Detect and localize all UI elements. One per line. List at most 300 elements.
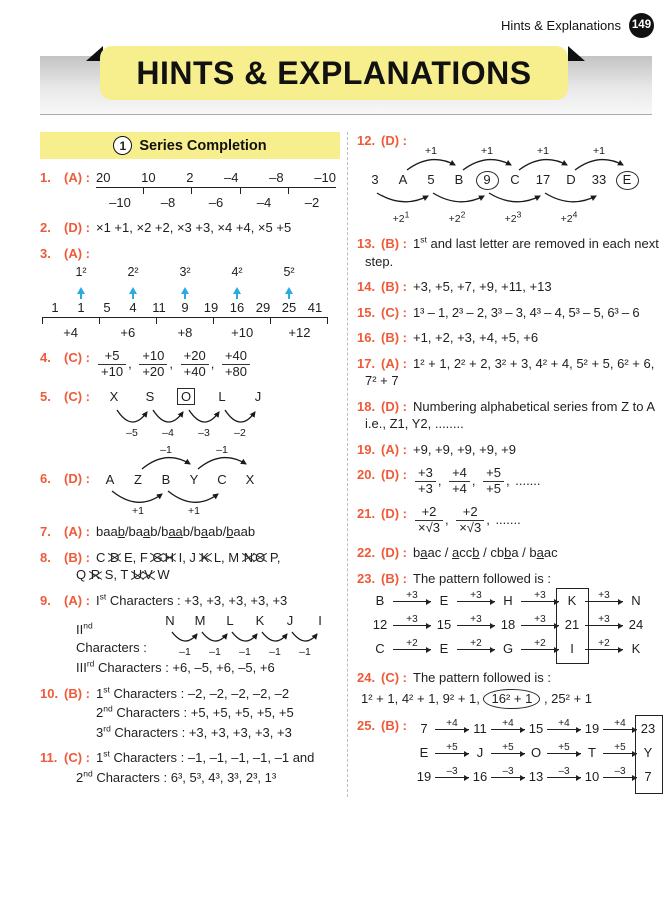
cell-value: –2 — [304, 194, 320, 210]
series-rule — [42, 317, 328, 324]
page-header — [40, 10, 654, 40]
text-segment: Characters : –2, –2, –2, –2, –2 — [109, 685, 290, 701]
item-answer: (D) : — [381, 398, 407, 414]
cell-value: –4 — [224, 170, 239, 185]
sequence-value: 19 — [584, 721, 600, 737]
cell-value: 19 — [203, 299, 219, 315]
crossed-letter: V — [144, 567, 153, 583]
item-answer: (C) : — [64, 750, 90, 766]
arc-label — [448, 209, 466, 226]
cell — [361, 171, 389, 189]
arrow-label: +2 — [534, 638, 546, 650]
cell — [240, 194, 288, 212]
sequence-value: C — [375, 641, 385, 657]
sequence-value: E — [419, 745, 429, 761]
up-arrow-icon — [285, 287, 293, 299]
cell — [585, 171, 613, 189]
item-text: Numbering alphabetical series from Z to A i.e., Z1, Y2, ........ — [365, 398, 655, 432]
answer-box — [556, 588, 589, 664]
text-segment: Characters : — [76, 639, 147, 655]
arrow-shaft — [547, 729, 581, 730]
sequence-value: 24 — [628, 617, 644, 633]
circled-value: E — [616, 171, 639, 190]
cell — [417, 171, 445, 189]
arrow-shaft — [603, 777, 637, 778]
cell — [96, 194, 144, 212]
text-segment: ab/ — [208, 524, 227, 540]
text-segment: S, T — [101, 567, 132, 583]
labeled-arrow-icon — [585, 637, 623, 661]
section-header — [40, 132, 340, 159]
text-segment: /ba — [124, 524, 144, 540]
banner-title: HINTS & EXPLANATIONS — [136, 54, 532, 91]
cell-value: 41 — [307, 299, 323, 315]
item-text: ×1 +1, ×2 +2, ×3 +3, ×4 +4, ×5 +5 — [96, 220, 292, 236]
arrow-shaft — [435, 753, 469, 754]
sequence-value: T — [588, 745, 596, 761]
cell-value: 3² — [179, 264, 191, 279]
fraction: $\frac{+2}{\times√3}$ — [456, 505, 484, 536]
fractions-line: $\frac{+2}{\times√3}$ , $\frac{+2}{\times√3}$ , ....... — [413, 505, 659, 536]
text-segment: 1 — [96, 750, 104, 766]
cell — [269, 169, 283, 187]
two-column-layout — [40, 132, 659, 797]
text-segment: Characters : +5, +5, +5, +5, +5 — [112, 705, 294, 721]
arrow-shaft — [521, 625, 559, 626]
item-answer: (A) : — [64, 245, 90, 261]
cell-value: Z — [134, 472, 142, 488]
cell-value: –6 — [208, 194, 224, 210]
crossed-letter: O — [255, 549, 266, 565]
text-segment: and last letter are removed in each next step. — [365, 236, 659, 269]
sequence-value: 23 — [640, 721, 656, 737]
arrow-shaft — [491, 729, 525, 730]
arrow-label: +3 — [534, 590, 546, 602]
up-arrow-icon — [129, 287, 137, 299]
cell — [185, 612, 215, 630]
arrow-label: –3 — [446, 766, 458, 778]
item-14 — [357, 278, 659, 296]
cell-value: 10 — [141, 170, 156, 185]
item-24 — [357, 669, 659, 709]
text-segment: aab — [233, 524, 256, 540]
labeled-arrow-icon — [603, 741, 637, 765]
text-segment: Q — [76, 567, 90, 583]
text-segment: st — [99, 591, 107, 602]
labeled-arrow-icon — [491, 741, 525, 765]
item-22 — [357, 544, 659, 562]
squares-diagram — [42, 263, 328, 342]
text-segment: st — [103, 684, 110, 695]
labeled-arrow-icon — [393, 613, 431, 637]
cell — [168, 388, 204, 406]
up-arrow-icon — [181, 287, 189, 299]
crossed-letters-line — [76, 566, 340, 584]
arrow-label: +2 — [598, 638, 610, 650]
item-answer: (A) : — [381, 441, 407, 457]
cell-value: A — [398, 172, 408, 187]
item-answer: (C) : — [381, 304, 407, 320]
svg-text:+1: +1 — [188, 505, 200, 518]
arrow-label: +5 — [502, 742, 514, 754]
labeled-arrow-icon — [521, 589, 559, 613]
spacer — [96, 245, 340, 261]
underlined-letter: a — [536, 545, 544, 561]
pattern-row — [413, 741, 659, 765]
number-line-rule — [96, 187, 336, 194]
item-answer: (B) : — [381, 718, 407, 734]
letter-series — [96, 523, 340, 541]
cell-value: 3 — [371, 172, 379, 187]
svg-text:–3: –3 — [198, 427, 210, 440]
fractions-line: $\frac{+3}{+3}$ , $\frac{+4}{+4}$ , $\frac{+5}{+5}$ , ....... — [413, 466, 659, 497]
item-answer: (B) : — [381, 236, 407, 251]
cell — [473, 171, 501, 190]
up-arrow-icon — [77, 287, 85, 299]
text-segment: C — [96, 549, 109, 565]
item-20 — [357, 466, 659, 497]
labeled-arrow-icon — [491, 765, 525, 789]
banner — [40, 46, 654, 122]
cell — [445, 171, 473, 189]
number-line-values — [96, 169, 336, 187]
item-10 — [40, 685, 340, 742]
cell — [120, 299, 146, 317]
sequence-value: 12 — [372, 617, 388, 633]
sequence-value: O — [530, 745, 542, 761]
text-segment: b/b — [182, 524, 201, 540]
labeled-arrow-icon — [521, 637, 559, 661]
arrow-shaft — [457, 601, 495, 602]
text-segment: +2 — [448, 213, 461, 225]
alternating-series-diagram — [361, 147, 659, 227]
labeled-arrow-icon — [457, 613, 495, 637]
crossed-letters-line — [96, 549, 340, 567]
cell-value: 9 — [181, 299, 189, 315]
cell-value: 16 — [229, 299, 245, 315]
text-segment: 1 — [96, 685, 104, 701]
arrow-label: +2 — [406, 638, 418, 650]
sequence-value: 15 — [436, 617, 452, 633]
item-answer: (C) : — [381, 670, 407, 686]
right-column — [347, 132, 659, 797]
characters-label — [76, 611, 149, 657]
item-number: 8. — [40, 549, 51, 565]
sequence-value: G — [502, 641, 514, 657]
text-segment: 4 — [572, 209, 578, 220]
bottom-arcs — [155, 629, 340, 657]
text-segment: 3 — [516, 209, 522, 220]
text-segment: cc — [459, 545, 473, 561]
underlined-letter: b — [117, 524, 125, 540]
sequence-value: B — [375, 593, 385, 609]
labeled-arrow-icon — [457, 589, 495, 613]
text-segment: Characters : +3, +3, +3, +3, +3 — [106, 592, 288, 608]
cell-value: 1² — [75, 264, 87, 279]
cell-value: 2² — [127, 264, 139, 279]
item-2 — [40, 219, 340, 237]
item-17 — [357, 355, 659, 390]
labeled-arrow-icon — [393, 589, 431, 613]
sequence-value: J — [476, 745, 484, 761]
cell-value: D — [566, 172, 576, 187]
series-differences — [42, 324, 328, 342]
arrow-shaft — [491, 753, 525, 754]
item-text: +9, +9, +9, +9, +9 — [413, 441, 517, 457]
pattern-line — [361, 689, 659, 710]
cell-value: M — [194, 613, 206, 629]
text-segment: E, F — [120, 549, 152, 565]
item-number: 17. — [357, 355, 376, 371]
svg-text:+1: +1 — [593, 145, 605, 157]
cell — [198, 299, 224, 317]
cell — [214, 324, 271, 342]
cell-value: C — [217, 472, 227, 488]
arc-arrows — [96, 405, 281, 440]
item-answer: (B) : — [381, 330, 407, 346]
cell-value: 4² — [231, 264, 243, 279]
arrow-label: –3 — [502, 766, 514, 778]
characters-line-3 — [76, 659, 340, 677]
cell — [215, 612, 245, 630]
cell-value: Y — [189, 472, 199, 488]
characters-line — [96, 704, 340, 722]
crossed-letter: N — [243, 549, 254, 565]
fraction: $\frac{+2}{\times√3}$ — [415, 505, 443, 536]
arrow-label: +4 — [558, 718, 570, 730]
pattern-row — [413, 765, 659, 789]
cell-value: N — [165, 613, 175, 629]
boxed-value: O — [177, 388, 195, 405]
cell — [240, 388, 276, 406]
circled-value: 9 — [476, 171, 499, 190]
svg-text:–1: –1 — [160, 444, 172, 457]
text-segment: nd — [83, 768, 93, 779]
sequence-row — [361, 171, 659, 191]
text-segment: b — [413, 545, 421, 561]
fraction: $\frac{+4}{+4}$ — [449, 466, 470, 497]
sequence-value: H — [503, 593, 513, 609]
text-segment: P, — [266, 549, 281, 565]
item-number: 25. — [357, 718, 376, 734]
item-answer: (B) : — [64, 685, 90, 701]
cell-value: –8 — [269, 170, 284, 185]
item-text: +3, +5, +7, +9, +11, +13 — [413, 279, 552, 295]
text-segment: a / b — [511, 545, 537, 561]
fraction: $\frac{+40}{+80}$ — [222, 349, 250, 380]
arc-label — [504, 209, 522, 226]
arrow-shaft — [393, 625, 431, 626]
underlined-letter: b — [472, 545, 480, 561]
crossed-letter: R — [90, 567, 101, 583]
characters-line — [96, 685, 340, 703]
text-segment: 1² + 1, 4² + 1, 9² + 1, — [361, 690, 484, 706]
text-segment: / cb — [479, 545, 505, 561]
cell — [172, 299, 198, 317]
cell — [172, 264, 198, 281]
underlined-letter: a — [452, 545, 460, 561]
fraction: $\frac{+5}{+5}$ — [483, 466, 504, 497]
item-16 — [357, 329, 659, 347]
cell — [275, 612, 305, 630]
item-text — [365, 235, 659, 270]
sequence-value: 7 — [420, 721, 428, 737]
arrow-label: –3 — [558, 766, 570, 778]
svg-text:+1: +1 — [425, 145, 437, 157]
cell-value: X — [245, 472, 255, 488]
item-15 — [357, 304, 659, 322]
svg-text:–2: –2 — [234, 427, 246, 440]
crossed-letter: D — [110, 549, 120, 565]
labeled-arrow-icon — [435, 765, 469, 789]
sequence-value: 21 — [564, 617, 580, 633]
cell-value: 20 — [96, 170, 111, 185]
cell — [96, 169, 110, 187]
sequence-value: E — [439, 641, 449, 657]
item-answer: (D) : — [64, 471, 90, 487]
item-3 — [40, 245, 340, 342]
characters-line — [76, 769, 340, 787]
item-answer: (C) : — [64, 350, 90, 366]
text-segment: I — [96, 592, 100, 608]
labeled-arrow-icon — [547, 741, 581, 765]
cell — [314, 169, 336, 187]
item-number: 24. — [357, 670, 376, 686]
fraction: $\frac{+5}{+10}$ — [98, 349, 126, 380]
item-number: 23. — [357, 570, 376, 586]
cell-value: L — [226, 613, 234, 629]
arrow-label: +3 — [598, 614, 610, 626]
number-line-differences — [96, 194, 336, 212]
item-number: 12. — [357, 133, 376, 148]
text-segment: L, M — [210, 549, 243, 565]
text-segment: 2 — [96, 705, 104, 721]
cell-value: 33 — [591, 172, 607, 187]
labeled-arrow-icon — [603, 765, 637, 789]
letters-row — [96, 388, 340, 405]
sequence-value: K — [631, 641, 641, 657]
cell — [276, 299, 302, 317]
arrow-shaft — [547, 753, 581, 754]
text-segment: 2 — [76, 769, 84, 785]
underlined-letter: a — [420, 545, 428, 561]
item-answer: (B) : — [64, 549, 90, 565]
sequence-value: I — [570, 641, 574, 657]
item-number: 2. — [40, 220, 51, 236]
arrow-label: +5 — [558, 742, 570, 754]
svg-text:+1: +1 — [481, 145, 493, 157]
page-number-badge: 149 — [629, 13, 654, 38]
labeled-arrow-icon — [393, 637, 431, 661]
cell-value: 17 — [535, 172, 551, 187]
cell — [186, 169, 193, 187]
bottom-arcs — [96, 488, 266, 518]
cell-value: 2 — [186, 170, 194, 185]
cell — [276, 264, 302, 281]
underlined-letter: b — [504, 545, 512, 561]
item-answer: (A) : — [64, 524, 90, 540]
cell — [192, 194, 240, 212]
item-text: +1, +2, +3, +4, +5, +6 — [413, 330, 539, 346]
item-answer: (A) : — [64, 592, 90, 608]
cell-value: 5² — [283, 264, 295, 279]
pattern-row — [413, 717, 659, 741]
cell — [132, 388, 168, 406]
cell-value: 1 — [51, 299, 59, 315]
cell — [68, 264, 94, 281]
item-19 — [357, 441, 659, 459]
labeled-arrow-icon — [435, 741, 469, 765]
arrow-label: +3 — [470, 614, 482, 626]
text-segment: 1 — [404, 209, 410, 220]
item-number: 16. — [357, 330, 376, 346]
cell — [124, 471, 152, 489]
cell-value: –10 — [314, 170, 336, 185]
text-segment: ac — [543, 545, 558, 561]
sequence-value: 7 — [644, 769, 652, 785]
arrow-label: +3 — [534, 614, 546, 626]
item-8 — [40, 549, 340, 584]
item-answer: (D) : — [381, 506, 407, 522]
cell — [557, 171, 585, 189]
cell-value: –8 — [160, 194, 176, 210]
item-number: 20. — [357, 467, 376, 483]
sequence-value: 16 — [472, 769, 488, 785]
cell — [305, 612, 335, 630]
cell — [180, 471, 208, 489]
labeled-arrow-icon — [521, 613, 559, 637]
cell-value: +12 — [288, 324, 311, 340]
item-number: 15. — [357, 304, 376, 320]
arrow-label: +3 — [406, 590, 418, 602]
item-answer: (B) : — [381, 570, 407, 586]
item-5 — [40, 388, 340, 440]
circled-expression: 16² + 1 — [483, 689, 540, 710]
sequence-value: Y — [643, 745, 653, 761]
arrow-shaft — [457, 649, 495, 650]
arrow-shaft — [435, 777, 469, 778]
cell-value: L — [218, 389, 226, 405]
cell-value: –10 — [109, 194, 131, 210]
intro-text: The pattern followed is : — [413, 670, 552, 686]
bottom-arcs — [361, 191, 641, 211]
cell-value: 29 — [255, 299, 271, 315]
item-answer: (D) : — [64, 220, 90, 236]
sequence-value: 13 — [528, 769, 544, 785]
arc-label — [392, 209, 410, 226]
sequence-value: 11 — [473, 721, 487, 737]
svg-text:+1: +1 — [132, 505, 144, 518]
cell-value: +4 — [63, 324, 79, 340]
text-segment: , 25² + 1 — [540, 690, 592, 706]
crossed-letter: H — [164, 549, 174, 565]
item-number: 1. — [40, 170, 51, 185]
item-answer: (A) : — [64, 170, 90, 185]
cell-value: J — [254, 389, 262, 405]
top-arcs — [361, 147, 641, 171]
cell-value: I — [318, 613, 322, 629]
arrow-shaft — [521, 601, 559, 602]
labeled-arrow-icon — [603, 717, 637, 741]
cell — [389, 171, 417, 189]
labeled-arrow-icon — [491, 717, 525, 741]
answer-box — [635, 715, 663, 794]
labeled-arrow-icon — [585, 589, 623, 613]
item-number: 9. — [40, 592, 51, 608]
arrow-shaft — [603, 753, 637, 754]
arrow-label: +4 — [446, 718, 458, 730]
arrow-label: –3 — [614, 766, 626, 778]
